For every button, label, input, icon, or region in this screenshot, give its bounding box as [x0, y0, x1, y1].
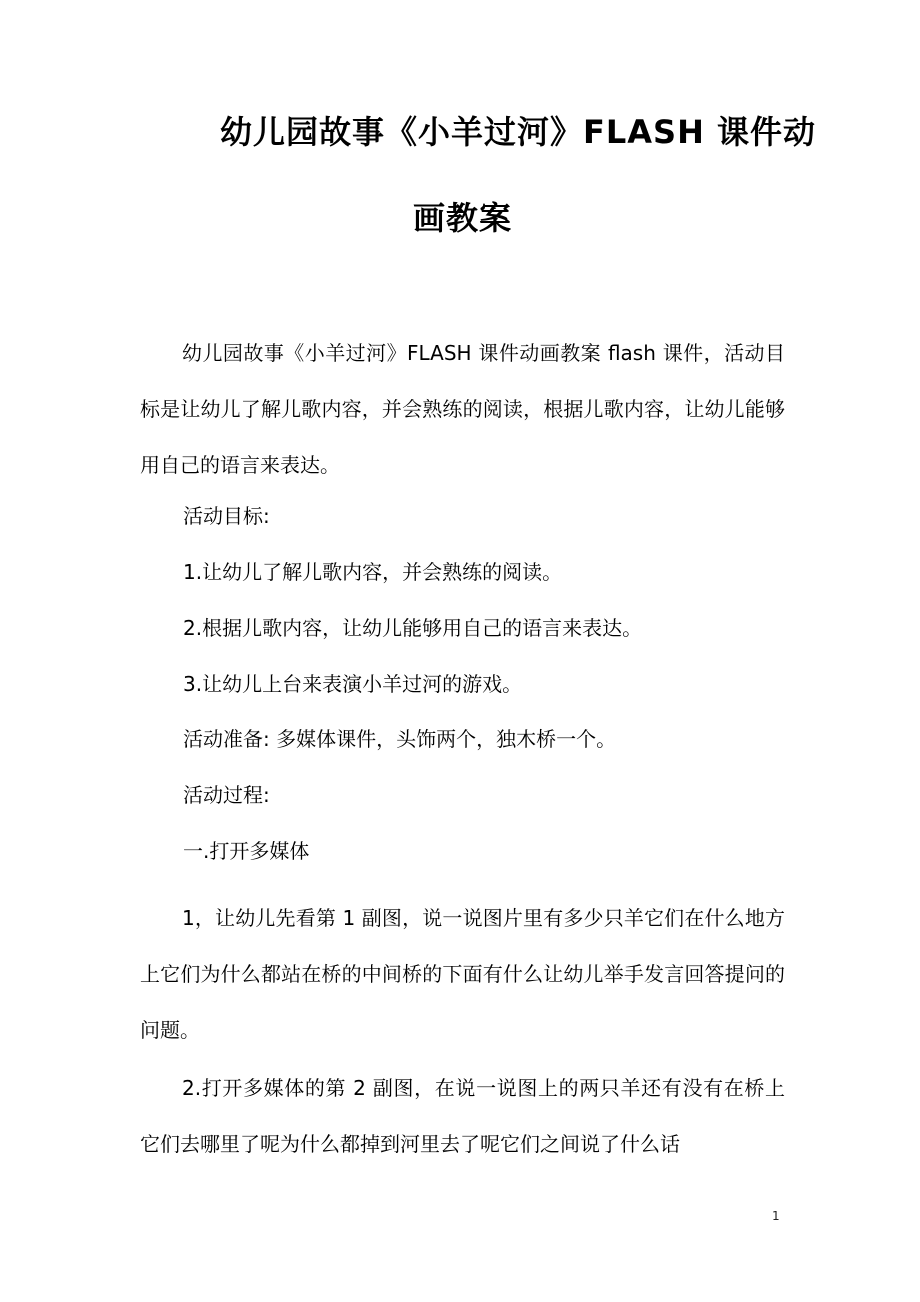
goals-heading: 活动目标:: [183, 504, 270, 528]
process-heading: 活动过程:: [183, 783, 270, 807]
step-1-paragraph: 1，让幼儿先看第 1 副图，说一说图片里有多少只羊它们在什么地方上它们为什么都站在桥的中间桥的下面有什么让幼儿举手发言回答提问的问题。: [140, 906, 785, 1042]
section-heading-1: 一.打开多媒体: [183, 839, 310, 863]
step-2-paragraph: 2.打开多媒体的第 2 副图，在说一说图上的两只羊还有没有在桥上它们去哪里了呢为什么都掉到河里去了呢它们之间说了什么话: [140, 1076, 785, 1156]
document-title-line-1: 幼儿园故事《小羊过河》FLASH 课件动: [220, 113, 816, 151]
step-1-block: [140, 890, 785, 1058]
intro-paragraph-block: [140, 325, 785, 493]
goal-item-1: 1.让幼儿了解儿歌内容，并会熟练的阅读。: [183, 560, 563, 584]
document-title-line-2: 画教案: [413, 199, 513, 237]
goal-item-2: 2.根据儿歌内容，让幼儿能够用自己的语言来表达。: [183, 616, 643, 640]
preparation-line: 活动准备: 多媒体课件，头饰两个，独木桥一个。: [183, 727, 617, 751]
step-2-block: [140, 1060, 785, 1172]
intro-paragraph: 幼儿园故事《小羊过河》FLASH 课件动画教案 flash 课件，活动目标是让幼儿了解儿歌内容，并会熟练的阅读，根据儿歌内容，让幼儿能够用自己的语言来表达。: [140, 341, 785, 477]
page-number: 1: [772, 1209, 780, 1223]
goal-item-3: 3.让幼儿上台来表演小羊过河的游戏。: [183, 672, 523, 696]
